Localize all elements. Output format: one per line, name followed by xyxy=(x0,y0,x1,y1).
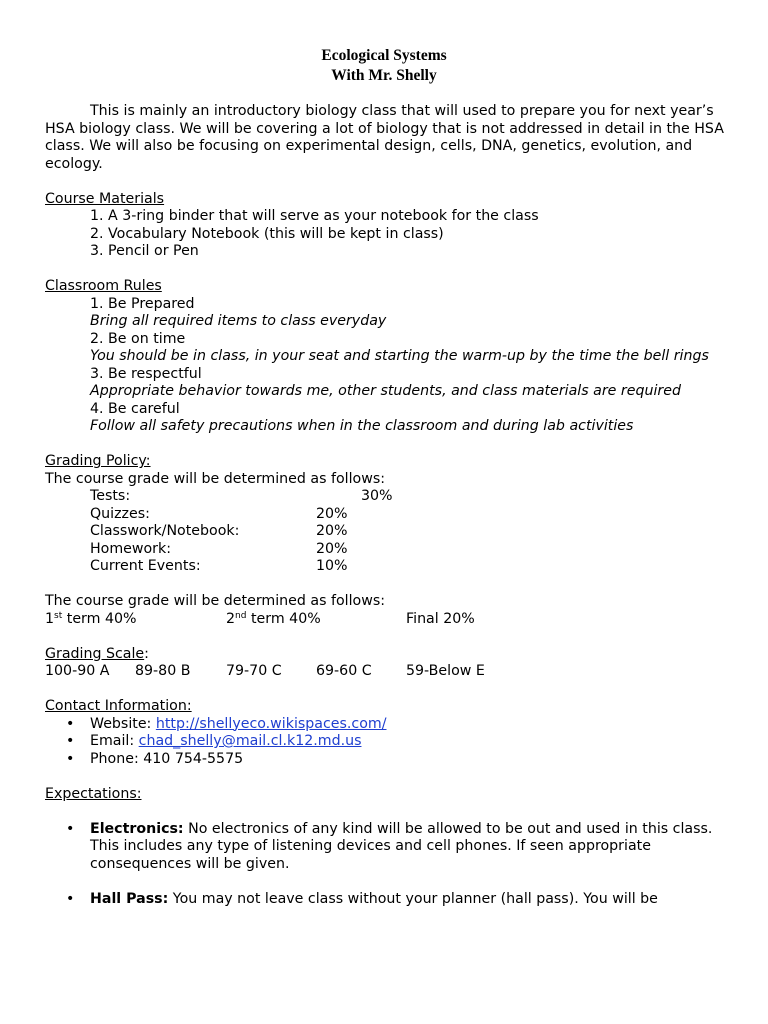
scale-heading: Grading Scale: xyxy=(45,645,149,662)
grade-label: Classwork/Notebook: xyxy=(90,523,240,539)
scale-item: 89-80 B xyxy=(135,663,191,679)
rule-detail: Follow all safety precautions when in the classroom and during lab activities xyxy=(90,418,634,434)
rule-detail: Appropriate behavior towards me, other students, and class materials are required xyxy=(90,383,681,399)
title-line-1: Ecological Systems xyxy=(321,47,447,64)
scale-item: 100-90 A xyxy=(45,663,110,679)
term-weight: Final 20% xyxy=(406,610,475,627)
grade-value: 20% xyxy=(316,505,348,522)
rule-item: 4. Be careful xyxy=(90,400,180,417)
scale-item: 79-70 C xyxy=(226,663,282,679)
grade-row xyxy=(45,558,725,576)
grade-label: Tests: xyxy=(90,488,131,504)
contact-email: • Email: chad_shelly@mail.cl.k12.md.us xyxy=(45,733,725,751)
document-body xyxy=(45,103,725,908)
expectation-electronics: • Electronics: No electronics of any kind will be allowed to be out and used in this class. This includes any type of listening devices and cell phones. If seen appropriate consequences will be given. xyxy=(45,821,725,874)
scale-item: 59-Below E xyxy=(406,663,485,679)
contact-website: • Website: http://shellyeco.wikispaces.com/ xyxy=(45,716,725,734)
term-weight: 2nd term 40% xyxy=(226,610,321,627)
grade-label: Homework: xyxy=(90,540,172,557)
grade-label: Quizzes: xyxy=(90,505,150,522)
email-link[interactable]: chad_shelly@mail.cl.k12.md.us xyxy=(138,733,362,749)
grade-value: 20% xyxy=(316,540,348,557)
materials-heading: Course Materials xyxy=(45,190,165,207)
rule-item: 1. Be Prepared xyxy=(90,295,195,312)
rule-item: 2. Be on time xyxy=(90,330,186,347)
grading-heading: Grading Policy: xyxy=(45,453,151,469)
contact-heading: Contact Information: xyxy=(45,698,192,714)
title-line-2: With Mr. Shelly xyxy=(331,67,437,84)
materials-item: 2. Vocabulary Notebook (this will be kept in class) xyxy=(90,225,444,242)
grading-intro-2: The course grade will be determined as follows: xyxy=(45,593,386,609)
rule-item: 3. Be respectful xyxy=(90,365,202,382)
grade-value: 30% xyxy=(361,488,393,504)
grade-row xyxy=(45,523,725,541)
scale-item: 69-60 C xyxy=(316,663,372,679)
term-weights xyxy=(45,611,725,629)
term-weight: 1st term 40% xyxy=(45,610,137,627)
grade-row xyxy=(45,506,725,524)
grade-row xyxy=(45,488,725,506)
rule-detail: Bring all required items to class everyday xyxy=(90,313,387,329)
expectation-hall-pass: • Hall Pass: You may not leave class without your planner (hall pass). You will be xyxy=(45,891,725,909)
document-title xyxy=(0,46,768,86)
rule-detail: You should be in class, in your seat and starting the warm-up by the time the bell rings xyxy=(90,348,709,364)
expectations-heading: Expectations: xyxy=(45,785,142,802)
contact-phone: • Phone: 410 754-5575 xyxy=(45,751,725,769)
grade-value: 20% xyxy=(316,523,348,539)
grade-label: Current Events: xyxy=(90,558,201,574)
grading-intro: The course grade will be determined as follows: xyxy=(45,470,386,487)
materials-item: 1. A 3-ring binder that will serve as your notebook for the class xyxy=(90,208,539,224)
grading-scale xyxy=(45,663,725,681)
rules-heading: Classroom Rules xyxy=(45,278,162,294)
intro-paragraph: This is mainly an introductory biology class that will used to prepare you for next year’s HSA biology class. We will be covering a lot of biology that is not addressed in detail in the HSA class. We will also be focusing on experimental design, cells, DNA, genetics, evolution, and ecology. xyxy=(45,103,724,172)
website-link[interactable]: http://shellyeco.wikispaces.com/ xyxy=(155,715,387,732)
contact-list xyxy=(45,716,725,769)
grade-value: 10% xyxy=(316,558,348,574)
grade-row xyxy=(45,541,725,559)
materials-item: 3. Pencil or Pen xyxy=(90,243,199,259)
